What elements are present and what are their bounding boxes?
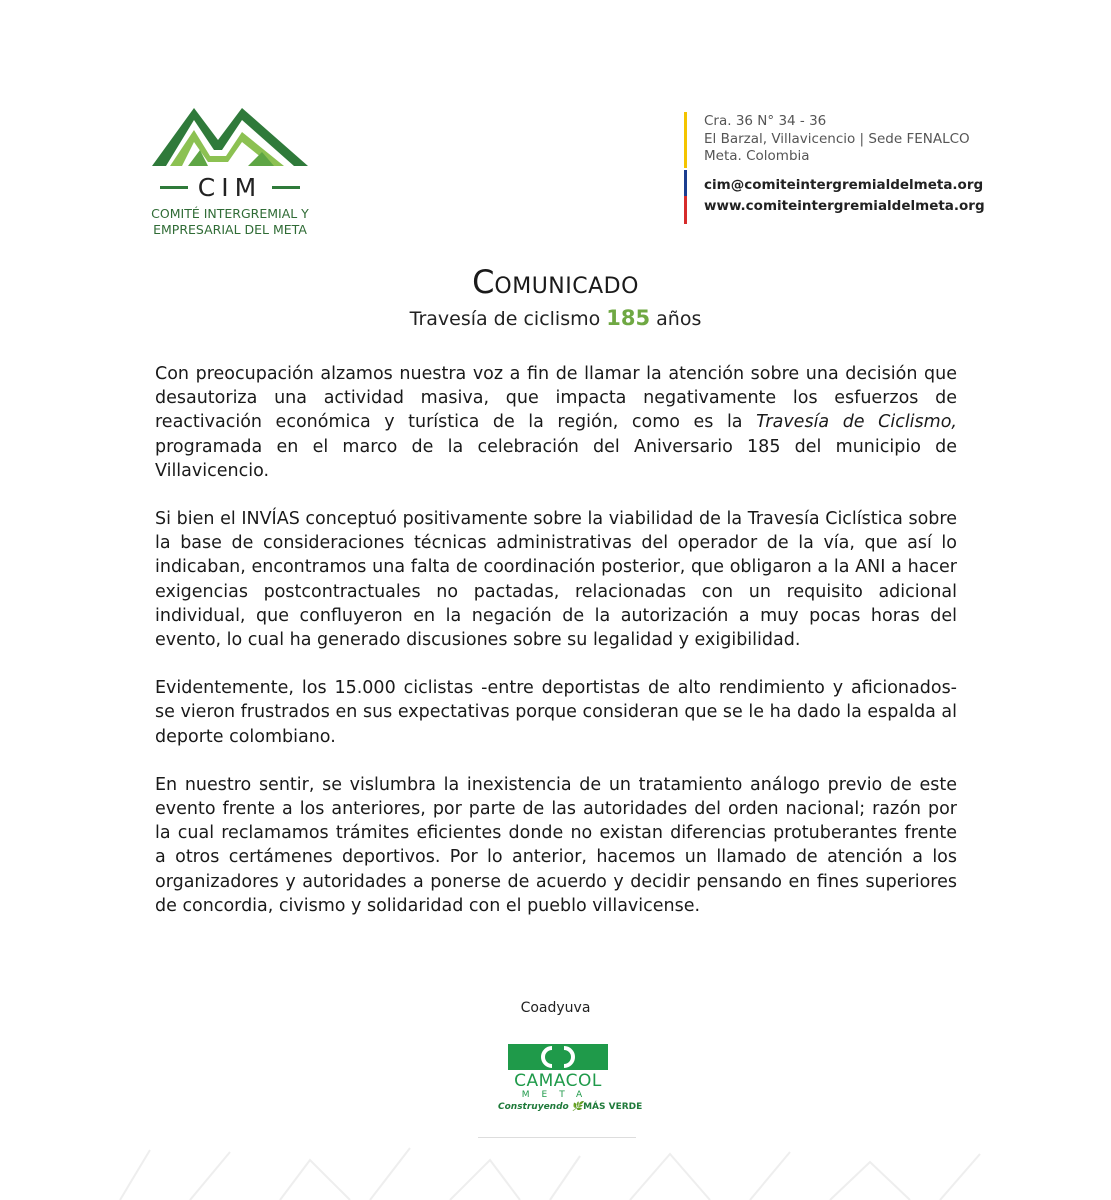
camacol-c-icon [508,1044,608,1070]
website-link[interactable]: www.comiteintergremialdelmeta.org [704,198,985,214]
paragraph-2: Si bien el INVÍAS conceptuó positivamente sobre la viabilidad de la Travesía Ciclística sobre la base de consideraciones técnicas administrativas del operador de la vía, que así lo indicaban, encontramos una falta de coordinación posterior, que obligaron a la ANI a hacer exigencias postcontractuales no pactadas, relacionadas con un requisito adicional individual, que confluyeron en la negación de la autorización a muy pocas horas del evento, lo cual ha generado discusiones sobre su legalidad y exigibilidad. [155,509,957,651]
paragraph-1 [155,362,957,483]
title-rest: OMUNICADO [494,274,639,299]
cim-wordmark [150,172,310,202]
flag-bar-red [684,196,687,224]
camacol-name: CAMACOL [514,1071,602,1091]
paragraph-1-b: programada en el marco de la celebración del Aniversario 185 del municipio de Villavicencio. [155,436,957,481]
camacol-logo [498,1044,643,1120]
document-title [0,263,1111,301]
watermark-pattern-icon [110,1140,1010,1200]
leaf-icon: 🌿 [571,1102,584,1112]
camacol-slogan [498,1102,643,1112]
paragraph-4: En nuestro sentir, se vislumbra la inexistencia de un tratamiento análogo previo de este evento frente a los anteriores, por parte de las autoridades del orden nacional; razón por la cual reclamamos trámites eficientes donde no existan diferencias protuberantes frente a otros certámenes deportivos. Por lo anterior, hacemos un llamado de atención a los organizadores y autoridades a ponerse de acuerdo y decidir pensando en fines superiores de concordia, civismo y solidaridad con el pueblo villavicense. [155,774,957,916]
flag-bar-blue [684,170,687,196]
address-line3: Meta. Colombia [704,148,810,164]
camacol-slogan-a: Construyendo [498,1102,572,1112]
address [704,113,970,166]
footer-divider [478,1137,636,1138]
paragraph-1-italic: Travesía de Ciclismo, [756,412,957,433]
address-line2: El Barzal, Villavicencio | Sede FENALCO [704,130,970,147]
document-body [155,362,957,942]
cim-acronym: CIM [197,172,263,202]
paragraph-3: Evidentemente, los 15.000 ciclistas -entre deportistas de alto rendimiento y aficionados- se vieron frustrados en sus expectativas porque consideran que se le ha dado la espalda al deporte colombiano. [155,678,957,747]
coadyuva-label: Coadyuva [520,1000,591,1016]
cim-name-line2: EMPRESARIAL DEL META [153,222,307,237]
cim-full-name [140,206,320,238]
camacol-slogan-b: MÁS VERDE [583,1102,643,1112]
title-initial: C [472,263,495,301]
document-subtitle [0,306,1111,330]
subtitle-prefix: Travesía de ciclismo [409,308,607,330]
subtitle-number: 185 [606,306,651,330]
subtitle-suffix: años [650,308,702,330]
address-line1: Cra. 36 N° 34 - 36 [704,113,827,129]
flag-bar-yellow [684,112,687,168]
cim-line-right [272,186,300,189]
cim-line-left [160,186,188,189]
paragraph-1-a: Con preocupación alzamos nuestra voz a fin de llamar la atención sobre una decisión que desautoriza una actividad masiva, que impacta negativamente los esfuerzos de reactivación económica y turística de la región, como es la [155,364,957,433]
camacol-emblem [508,1044,608,1070]
email-link[interactable]: cim@comiteintergremialdelmeta.org [704,177,984,193]
cim-name-line1: COMITÉ INTERGREMIAL Y [151,206,309,221]
cim-logo [140,100,320,240]
camacol-region: META [521,1090,595,1100]
contact-links [704,175,985,217]
mountains-icon [148,100,312,170]
